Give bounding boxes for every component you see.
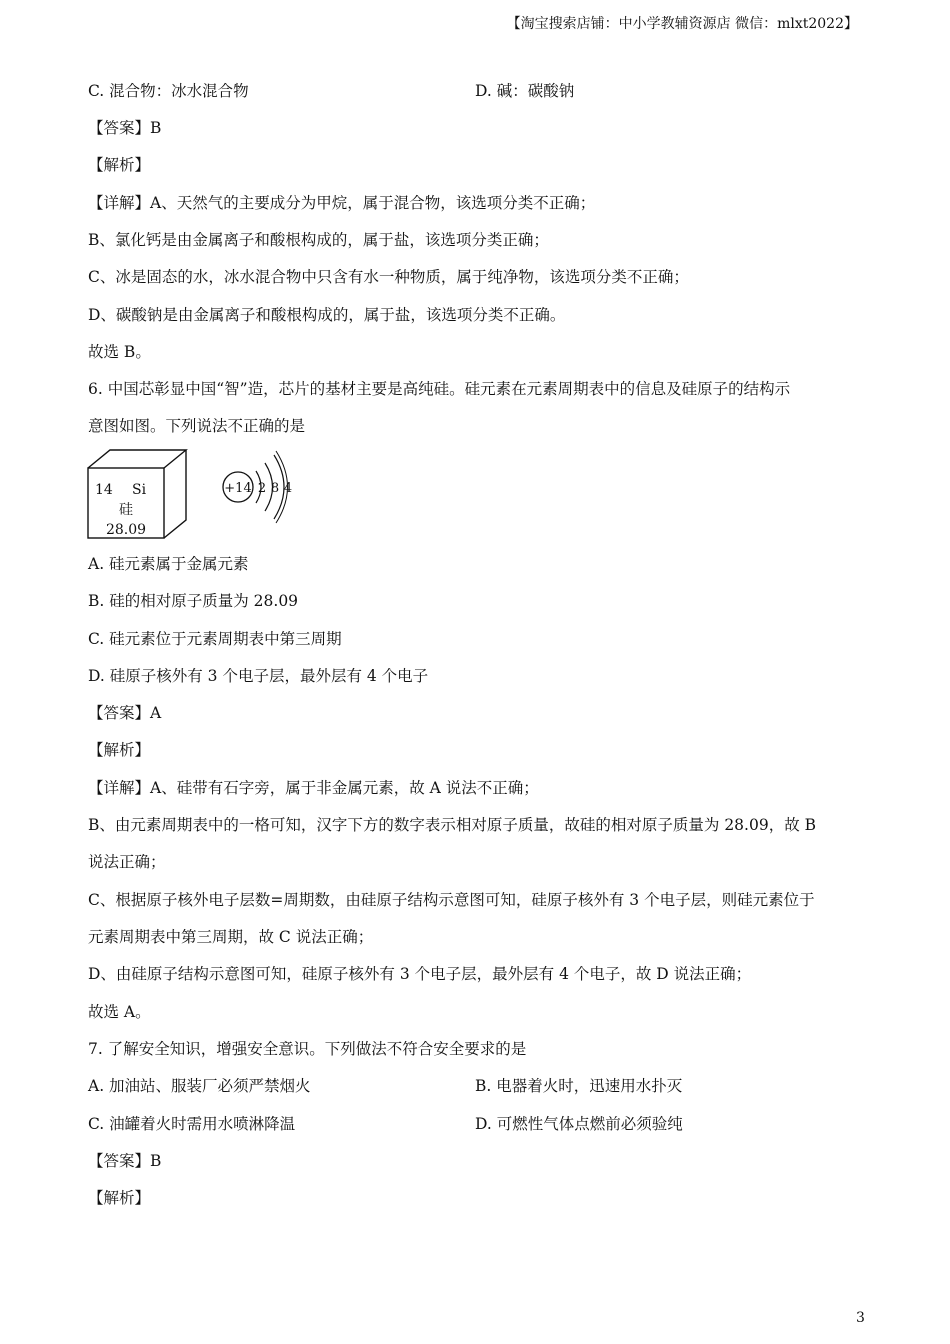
q6-analysis-label: 【解析】 — [88, 741, 151, 759]
q5-answer: 【答案】B — [88, 119, 162, 137]
q5-conclusion: 故选 B。 — [88, 343, 151, 361]
q6-conclusion: 故选 A。 — [88, 1003, 151, 1021]
q7-option-b: B. 电器着火时，迅速用水扑灭 — [475, 1077, 683, 1095]
q5-detail-line: C、冰是固态的水，冰水混合物中只含有水一种物质，属于纯净物，该选项分类不正确； — [88, 268, 689, 286]
header-watermark: 【淘宝搜索店铺：中小学教辅资源店 微信：mlxt2022】 — [506, 16, 858, 32]
element-name: 硅 — [119, 502, 133, 518]
page-number: 3 — [856, 1310, 865, 1326]
q6-option-c: C. 硅元素位于元素周期表中第三周期 — [88, 630, 342, 648]
q6-stem-line1: 6. 中国芯彰显中国“智”造，芯片的基材主要是高纯硅。硅元素在元素周期表中的信息及硅原子的结构示 — [88, 380, 791, 398]
q5-detail-line: 【详解】A、天然气的主要成分为甲烷，属于混合物，该选项分类不正确； — [88, 194, 596, 212]
q7-option-c: C. 油罐着火时需用水喷淋降温 — [88, 1115, 296, 1133]
q5-option-c: C. 混合物：冰水混合物 — [88, 82, 249, 100]
q6-answer: 【答案】A — [88, 704, 162, 722]
element-symbol: Si — [132, 482, 147, 498]
q6-detail-line: 说法正确； — [88, 853, 166, 871]
q6-detail-line: B、由元素周期表中的一格可知，汉字下方的数字表示相对原子质量，故硅的相对原子质量为 28.09，故 B — [88, 816, 817, 834]
q5-detail-line: D、碳酸钠是由金属离子和酸根构成的，属于盐，该选项分类不正确。 — [88, 306, 566, 324]
q6-option-b: B. 硅的相对原子质量为 28.09 — [88, 592, 299, 610]
q5-analysis-label: 【解析】 — [88, 156, 151, 174]
q7-option-a: A. 加油站、服装厂必须严禁烟火 — [88, 1077, 311, 1095]
shell-electron-count: 4 — [283, 481, 293, 496]
q6-option-a: A. 硅元素属于金属元素 — [88, 555, 249, 573]
atomic-number: 14 — [95, 482, 113, 498]
q6-figure — [85, 446, 305, 542]
q6-detail-line: 元素周期表中第三周期，故 C 说法正确； — [88, 928, 374, 946]
q7-stem: 7. 了解安全知识，增强安全意识。下列做法不符合安全要求的是 — [88, 1040, 527, 1058]
q6-option-d: D. 硅原子核外有 3 个电子层，最外层有 4 个电子 — [88, 667, 429, 685]
q7-analysis-label: 【解析】 — [88, 1189, 151, 1207]
q6-detail-line: C、根据原子核外电子层数=周期数，由硅原子结构示意图可知，硅原子核外有 3 个电子层，则硅元素位于 — [88, 891, 815, 909]
shell-electron-count: 2 — [257, 481, 267, 496]
atom-structure-diagram — [223, 451, 292, 523]
q6-detail-line: D、由硅原子结构示意图可知，硅原子核外有 3 个电子层，最外层有 4 个电子，故 D 说法正确； — [88, 965, 752, 983]
nucleus-charge: +14 — [224, 481, 252, 496]
q7-option-d: D. 可燃性气体点燃前必须验纯 — [475, 1115, 683, 1133]
q6-stem-line2: 意图如图。下列说法不正确的是 — [88, 417, 306, 435]
q5-detail-line: B、氯化钙是由金属离子和酸根构成的，属于盐，该选项分类正确； — [88, 231, 549, 249]
q5-option-d: D. 碱：碳酸钠 — [475, 82, 575, 100]
atomic-mass: 28.09 — [105, 522, 147, 538]
q6-detail-line: 【详解】A、硅带有石字旁，属于非金属元素，故 A 说法不正确； — [88, 779, 539, 797]
shell-electron-count: 8 — [270, 481, 280, 496]
q7-answer: 【答案】B — [88, 1152, 162, 1170]
